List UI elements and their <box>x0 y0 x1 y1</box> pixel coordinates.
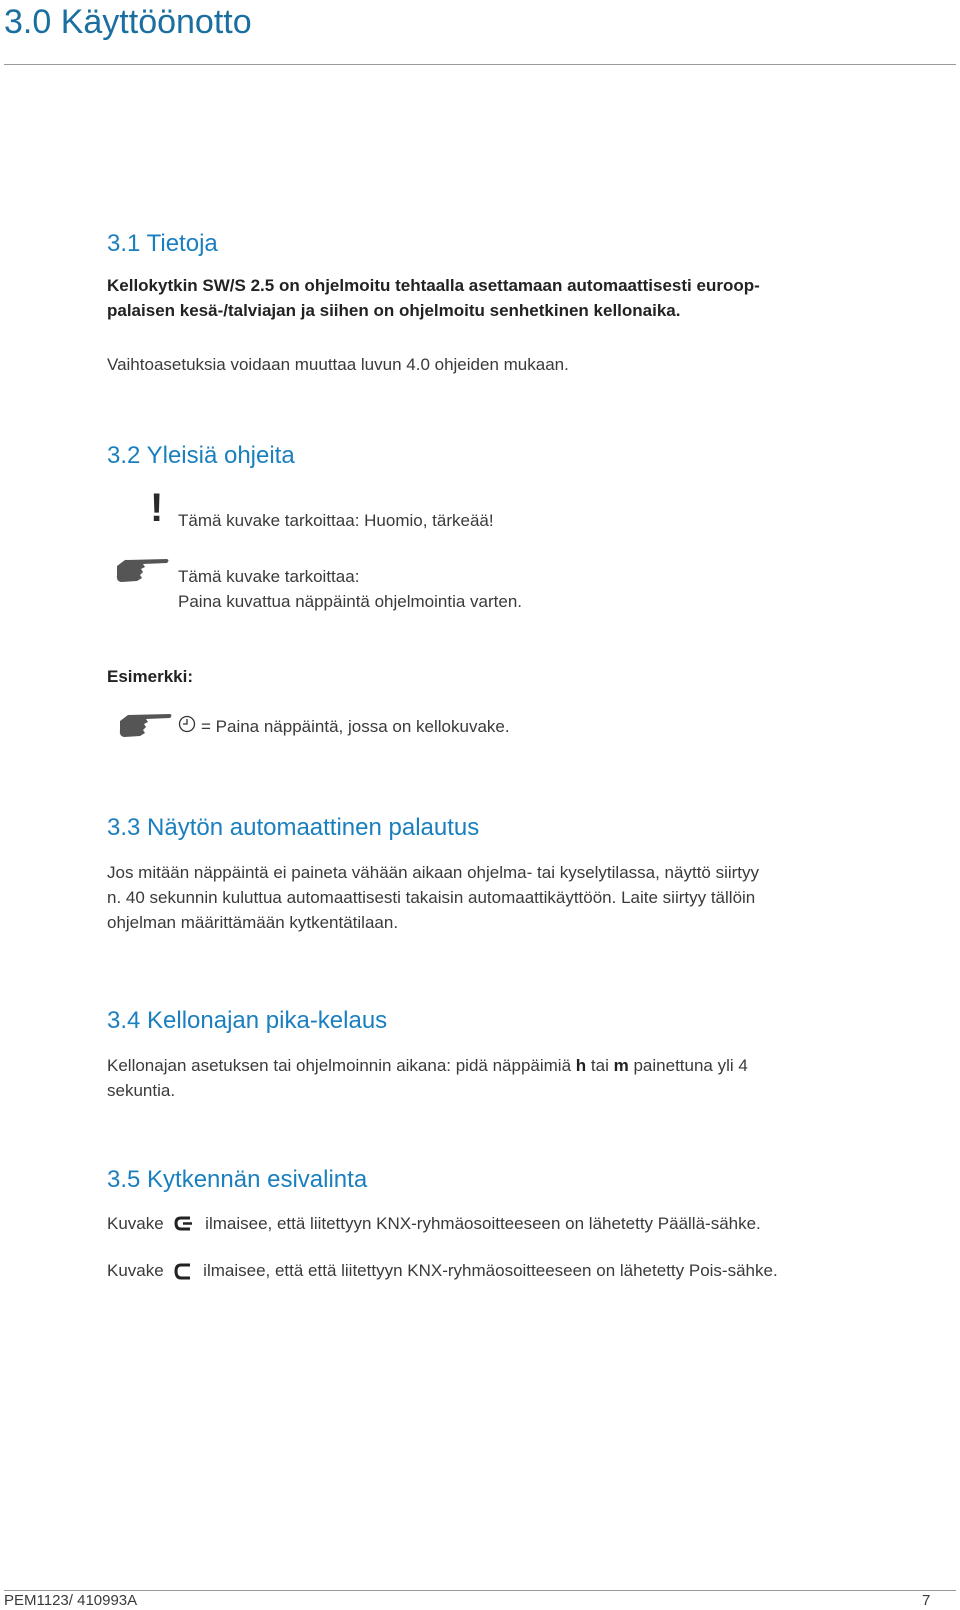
exclamation-text: Tämä kuvake tarkoittaa: Huomio, tärkeää! <box>178 511 494 530</box>
s34-line-1-end: painettuna yli 4 <box>633 1056 748 1075</box>
connection-off-text: ilmaisee, että että liitettyyn KNX-ryhmäosoitteeseen on lähetetty Pois-sähke. <box>203 1261 778 1280</box>
section-3-4-heading: 3.4 Kellonajan pika-kelaus <box>107 1007 388 1034</box>
connection-on-text: ilmaisee, että liitettyyn KNX-ryhmäosoitteeseen on lähetetty Päällä-sähke. <box>205 1214 761 1233</box>
footer-doc-code: PEM1123/ 410993A <box>4 1592 138 1609</box>
key-h: h <box>575 1056 587 1075</box>
section-3-2-heading: 3.2 Yleisiä ohjeita <box>107 442 295 469</box>
s33-line-2: n. 40 sekunnin kuluttua automaattisesti takaisin automaattikäyttöön. Laite siirtyy tällöin <box>107 888 756 907</box>
connection-off-prefix: Kuvake <box>107 1261 164 1280</box>
s33-line-3: ohjelman määrittämään kytkentätilaan. <box>107 913 399 932</box>
pointing-hand-icon <box>118 710 174 740</box>
hand-text-line-2: Paina kuvattua näppäintä ohjelmointia varten. <box>178 592 523 611</box>
section-3-1-heading: 3.1 Tietoja <box>107 230 218 257</box>
page-number: 7 <box>922 1592 931 1609</box>
page-title: 3.0 Käyttöönotto <box>4 3 252 41</box>
exclamation-icon: ! <box>150 486 164 530</box>
word-tai: tai <box>590 1056 609 1075</box>
footer-rule <box>4 1590 956 1591</box>
connection-on-icon <box>174 1215 194 1235</box>
s34-line-2: sekuntia. <box>107 1081 176 1100</box>
key-m: m <box>613 1056 629 1075</box>
connection-off-line <box>107 1258 778 1283</box>
s33-line-1: Jos mitään näppäintä ei paineta vähään aikaan ohjelma- tai kyselytilassa, näyttö siirtyy <box>107 863 760 882</box>
hand-text-line-1: Tämä kuvake tarkoittaa: <box>178 567 360 586</box>
s31-bold-line-1: Kellokytkin SW/S 2.5 on ohjelmoitu tehtaalla asettamaan automaattisesti euroop- <box>107 276 760 295</box>
example-text: = Paina näppäintä, jossa on kellokuvake. <box>201 717 510 736</box>
pointing-hand-icon <box>115 555 171 585</box>
s31-paragraph: Vaihtoasetuksia voidaan muuttaa luvun 4.0 ohjeiden mukaan. <box>107 355 569 374</box>
example-label: Esimerkki: <box>107 667 193 686</box>
clock-icon <box>178 715 196 733</box>
s31-bold-line-2: palaisen kesä-/talviajan ja siihen on ohjelmoitu senhetkinen kellonaika. <box>107 301 681 320</box>
connection-off-icon <box>174 1262 192 1282</box>
s34-line-1 <box>107 1053 748 1078</box>
s34-line-1-start: Kellonajan asetuksen tai ohjelmoinnin aikana: pidä näppäimiä <box>107 1056 572 1075</box>
section-3-3-heading: 3.3 Näytön automaattinen palautus <box>107 814 480 841</box>
section-3-5-heading: 3.5 Kytkennän esivalinta <box>107 1166 368 1193</box>
connection-on-prefix: Kuvake <box>107 1214 164 1233</box>
connection-on-line <box>107 1211 761 1236</box>
header-rule <box>4 64 956 65</box>
